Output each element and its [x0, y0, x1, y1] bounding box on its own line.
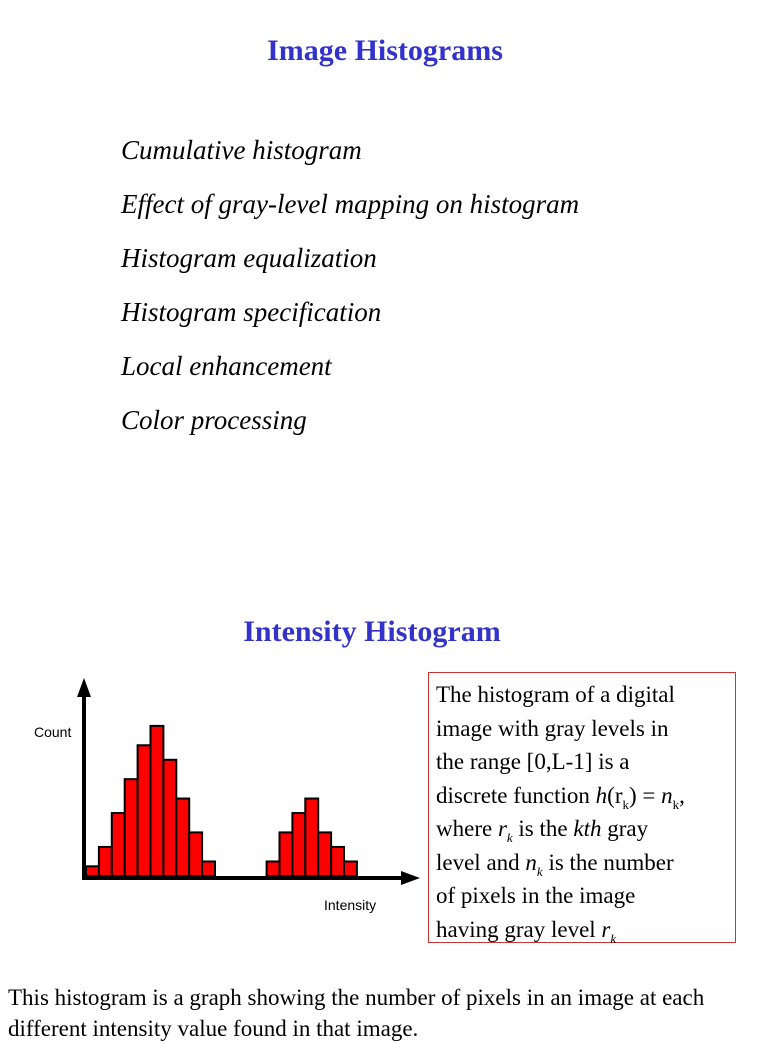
x-axis-label: Intensity — [324, 897, 377, 913]
topic-item-local-enhancement: Local enhancement — [121, 351, 332, 381]
histogram-bar-3 — [112, 813, 125, 876]
definition-text: ) = — [629, 782, 662, 808]
definition-text: is the — [512, 816, 574, 841]
topic-item-color-processing: Color processing — [121, 405, 307, 435]
slide-title-intensity-histogram: Intensity Histogram — [243, 615, 501, 648]
topic-list — [121, 137, 579, 461]
histogram-bar-20 — [331, 847, 344, 876]
histogram-bars — [86, 726, 357, 876]
definition-text: where — [436, 816, 498, 841]
definition-text: (r — [607, 782, 623, 808]
histogram-bar-4 — [125, 779, 138, 876]
function-symbol-h: h — [595, 782, 608, 808]
symbol-r: r — [497, 816, 507, 841]
y-axis-label: Count — [34, 724, 72, 740]
histogram-bar-6 — [151, 726, 164, 876]
definition-box — [428, 672, 736, 946]
slide-title-image-histograms: Image Histograms — [267, 34, 503, 67]
topic-item-gray-level-mapping: Effect of gray-level mapping on histogram — [121, 189, 580, 219]
definition-line-1: The histogram of a digital — [436, 682, 675, 707]
histogram-bar-5 — [138, 745, 151, 876]
histogram-bar-21 — [344, 861, 357, 876]
x-axis-arrowhead — [401, 871, 420, 885]
histogram-bar-1 — [86, 866, 99, 876]
subscript-k: k — [672, 796, 680, 812]
y-axis-arrowhead — [77, 678, 91, 697]
subscript-k: k — [622, 796, 629, 812]
definition-text: having gray level — [436, 916, 602, 942]
histogram-bar-15 — [267, 861, 280, 876]
histogram-chart — [20, 672, 425, 922]
symbol-r: r — [601, 916, 611, 942]
definition-line-5 — [436, 812, 729, 846]
definition-text: , — [679, 782, 685, 808]
definition-line-4 — [436, 779, 729, 813]
kth-term: kth — [573, 816, 602, 841]
histogram-bar-18 — [305, 799, 318, 876]
topic-item-histogram-specification: Histogram specification — [121, 297, 382, 327]
subscript-k: k — [506, 830, 513, 845]
definition-line-8 — [436, 913, 729, 947]
histogram-bar-7 — [163, 760, 176, 876]
histogram-bar-16 — [280, 832, 293, 876]
definition-line-3: the range [0,L-1] is a — [436, 749, 630, 774]
definition-text: level and — [436, 849, 526, 875]
histogram-bar-19 — [318, 832, 331, 876]
histogram-bar-9 — [189, 832, 202, 876]
footer-description: This histogram is a graph showing the number of pixels in an image at each different intensity value found in that image. — [8, 985, 705, 1041]
topic-item-histogram-equalization: Histogram equalization — [121, 243, 377, 273]
histogram-bar-8 — [176, 799, 189, 876]
symbol-n: n — [661, 782, 673, 808]
definition-text: gray — [601, 816, 649, 841]
definition-text: is the number — [542, 849, 674, 875]
definition-line-6 — [436, 846, 729, 880]
topic-item-cumulative-histogram: Cumulative histogram — [121, 135, 362, 165]
definition-line-7: of pixels in the image — [436, 883, 636, 908]
subscript-k: k — [610, 930, 617, 946]
definition-text: discrete function — [436, 782, 596, 808]
symbol-n: n — [525, 849, 537, 875]
subscript-k: k — [536, 863, 543, 879]
histogram-bar-17 — [292, 813, 305, 876]
histogram-bar-2 — [99, 847, 112, 876]
definition-line-2: image with gray levels in — [436, 715, 669, 741]
histogram-bar-10 — [202, 861, 215, 876]
